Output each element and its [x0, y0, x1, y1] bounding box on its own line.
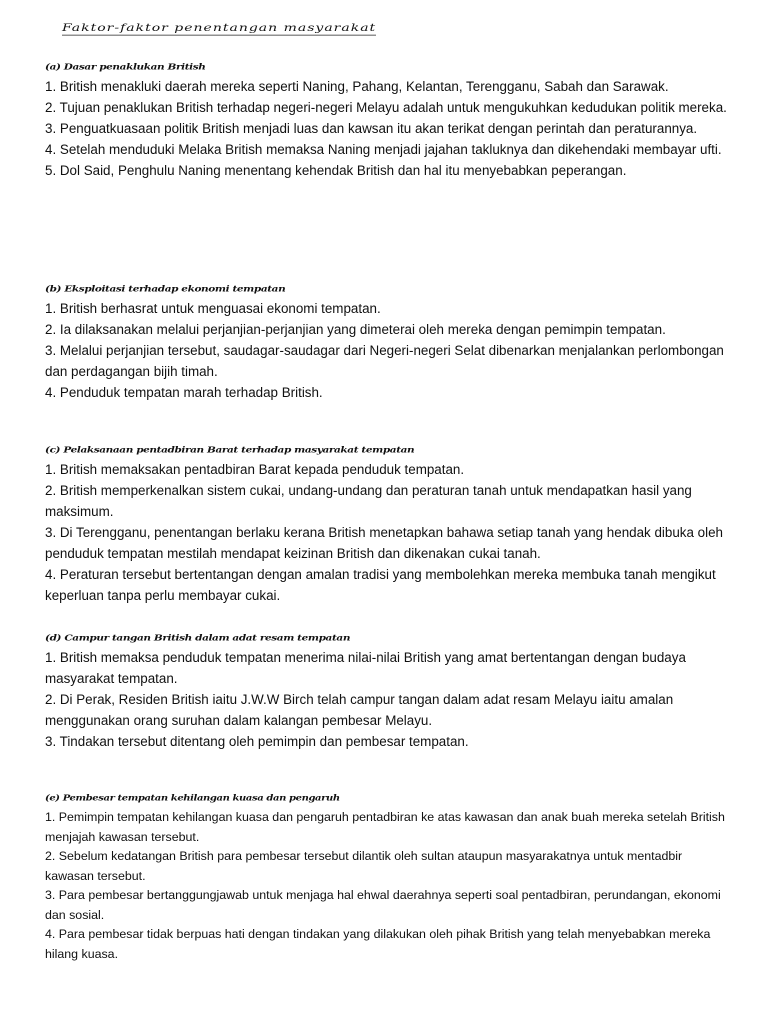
section-heading: (d) Campur tangan British dalam adat resam tempatan: [45, 633, 351, 643]
section-a: [45, 58, 730, 181]
list-item: 2. Tujuan penaklukan British terhadap negeri-negeri Melayu adalah untuk mengukuhkan kedudukan politik mereka.: [45, 100, 727, 115]
list-item: 3. Tindakan tersebut ditentang oleh pemimpin dan pembesar tempatan.: [45, 734, 469, 749]
list-item: 4. Peraturan tersebut bertentangan dengan amalan tradisi yang membolehkan mereka membuka tanah mengikut keperluan tanpa perlu membayar cukai.: [45, 567, 716, 603]
list-item: 2. Sebelum kedatangan British para pembesar tersebut dilantik oleh sultan ataupun masyarakatnya untuk mentadbir kawasan tersebut.: [45, 849, 683, 883]
list-item: 5. Dol Said, Penghulu Naning menentang kehendak British dan hal itu menyebabkan peperangan.: [45, 163, 627, 178]
section-heading: (b) Eksploitasi terhadap ekonomi tempatan: [45, 284, 286, 294]
list-item: 1. British berhasrat untuk menguasai ekonomi tempatan.: [45, 301, 381, 316]
list-item: 2. Ia dilaksanakan melalui perjanjian-perjanjian yang dimeterai oleh mereka dengan pemimpin tempatan.: [45, 322, 666, 337]
section-heading: (c) Pelaksanaan pentadbiran Barat terhadap masyarakat tempatan: [45, 445, 415, 455]
list-item: 2. British memperkenalkan sistem cukai, undang-undang dan peraturan tanah untuk mendapatkan hasil yang maksimum.: [45, 483, 692, 519]
section-heading: (e) Pembesar tempatan kehilangan kuasa dan pengaruh: [45, 794, 340, 803]
section-b: [45, 280, 730, 403]
list-item: 4. Para pembesar tidak berpuas hati dengan tindakan yang dilakukan oleh pihak British yang telah menyebabkan mereka hilang kuasa.: [45, 927, 711, 961]
list-item: 3. Di Terengganu, penentangan berlaku kerana British menetapkan bahawa setiap tanah yang hendak dibuka oleh penduduk tempatan mestilah mendapat keizinan British dan dikenakan cukai tanah.: [45, 525, 723, 561]
list-item: 3. Penguatkuasaan politik British menjadi luas dan kawsan itu akan terikat dengan perintah dan peraturannya.: [45, 121, 698, 136]
section-heading: (a) Dasar penaklukan British: [45, 62, 206, 72]
list-item: 3. Para pembesar bertanggungjawab untuk menjaga hal ehwal daerahnya seperti soal pentadbiran, perundangan, ekonomi dan sosial.: [45, 888, 721, 922]
list-item: 3. Melalui perjanjian tersebut, saudagar-saudagar dari Negeri-negeri Selat dibenarkan menjalankan perlombongan dan perdagangan bijih timah.: [45, 343, 724, 379]
list-item: 1. Pemimpin tempatan kehilangan kuasa dan pengaruh pentadbiran ke atas kawasan dan anak buah mereka setelah British menjajah kawasan tersebut.: [45, 810, 725, 844]
list-item: 1. British memaksakan pentadbiran Barat kepada penduduk tempatan.: [45, 462, 465, 477]
section-e: [45, 790, 730, 964]
list-item: 1. British memaksa penduduk tempatan menerima nilai-nilai British yang amat bertentangan dengan budaya masyarakat tempatan.: [45, 650, 686, 686]
page-title: Faktor-faktor penentangan masyarakat: [62, 22, 377, 34]
section-d: [45, 629, 730, 752]
list-item: 4. Setelah menduduki Melaka British memaksa Naning menjadi jajahan takluknya dan dikehendaki membayar ufti.: [45, 142, 722, 157]
list-item: 4. Penduduk tempatan marah terhadap British.: [45, 385, 323, 400]
list-item: 1. British menakluki daerah mereka seperti Naning, Pahang, Kelantan, Terengganu, Sabah dan Sarawak.: [45, 79, 669, 94]
section-c: [45, 441, 730, 606]
list-item: 2. Di Perak, Residen British iaitu J.W.W Birch telah campur tangan dalam adat resam Melayu iaitu amalan menggunakan orang suruhan dalam kalangan pembesar Melayu.: [45, 692, 674, 728]
